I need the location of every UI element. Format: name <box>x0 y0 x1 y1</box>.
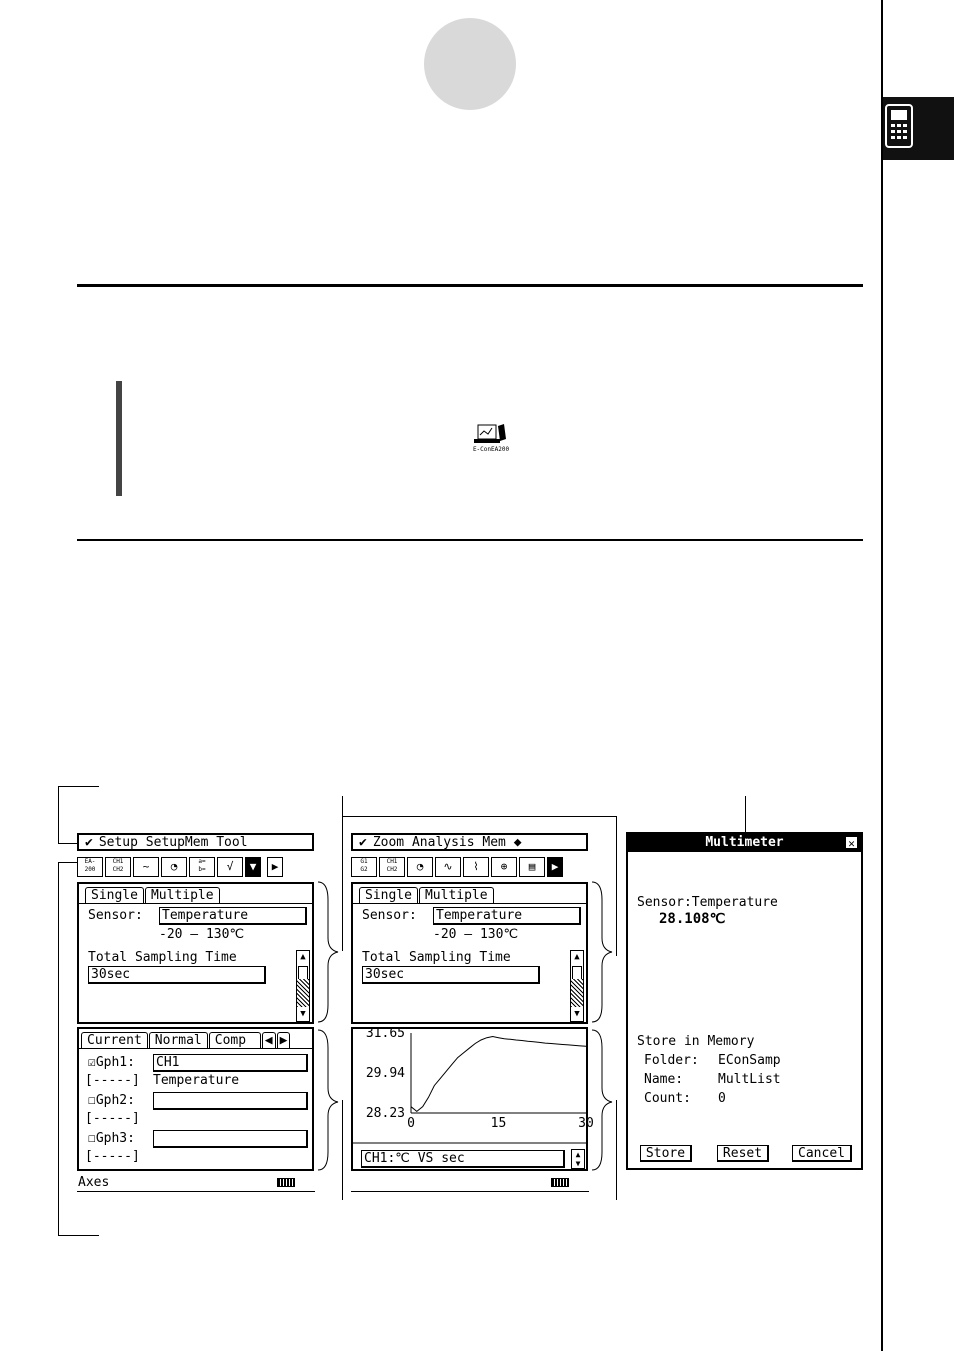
window-icon[interactable]: ▤ <box>519 857 545 877</box>
callout-line-dialog <box>745 796 746 832</box>
tab-single[interactable]: Single <box>359 887 418 904</box>
menu-logo-icon[interactable]: ✔ <box>359 835 367 850</box>
gph1-style[interactable]: [-----] <box>85 1073 140 1088</box>
scroll-up-icon[interactable]: ▲ <box>300 952 306 962</box>
gph3-style[interactable]: [-----] <box>85 1149 140 1164</box>
temperature-series-line <box>411 1037 586 1112</box>
gph2-checkbox[interactable]: ☐Gph2: <box>88 1093 135 1108</box>
gph2-field[interactable] <box>153 1092 308 1110</box>
channel-setup-icon[interactable]: CH1 CH2 <box>379 857 405 877</box>
variables-icon[interactable]: a= b= <box>189 857 215 877</box>
x-tick-label: 0 <box>407 1116 415 1131</box>
sensor-field[interactable]: Temperature <box>159 907 307 925</box>
menu-bar[interactable] <box>351 833 588 851</box>
sensor-label: Sensor: <box>362 908 417 923</box>
y-tick-label: 28.23 <box>365 1106 405 1121</box>
callout-line-1 <box>342 796 343 951</box>
gph1-sensor: Temperature <box>153 1073 240 1088</box>
sensor-label: Sensor: <box>88 908 143 923</box>
callout-line-5 <box>616 1100 617 1200</box>
scroll-right-icon[interactable]: ▶ <box>547 857 563 877</box>
sampling-panel <box>77 882 314 1024</box>
y-tick-label: 29.94 <box>365 1066 405 1081</box>
graph-settings-panel <box>77 1027 314 1171</box>
sensor-field[interactable]: Temperature <box>433 907 581 925</box>
status-bar-text: Axes <box>78 1175 110 1190</box>
battery-icon <box>277 1178 295 1187</box>
toolbar <box>77 857 283 877</box>
gph2-style[interactable]: [-----] <box>85 1111 140 1126</box>
name-value: MultList <box>718 1072 781 1087</box>
trace-icon[interactable]: ∿ <box>435 857 461 877</box>
calculator-icon <box>883 97 954 160</box>
gph1-label: Gph1: <box>95 1055 135 1070</box>
scrollbar[interactable] <box>296 950 310 1022</box>
x-tick-label: 15 <box>490 1116 507 1131</box>
folder-label: Folder: <box>644 1053 699 1068</box>
scroll-right-icon[interactable]: ▶ <box>267 857 283 877</box>
toolbar <box>351 857 563 877</box>
tab-current[interactable]: Current <box>81 1032 148 1049</box>
gph3-checkbox[interactable]: ☐Gph3: <box>88 1131 135 1146</box>
side-rule <box>881 0 883 1351</box>
sampling-panel <box>351 882 588 1024</box>
multimeter-dialog <box>626 832 863 1170</box>
gph3-field[interactable] <box>153 1130 308 1148</box>
scroll-down-icon[interactable]: ▼ <box>300 1009 306 1019</box>
sensor-readout-label: Sensor:Temperature <box>637 895 778 910</box>
scrollbar[interactable] <box>570 950 584 1022</box>
x-tick-label: 30 <box>578 1116 594 1131</box>
menu-items[interactable]: Zoom Analysis Mem ◆ <box>372 835 522 850</box>
sensor-range: -20 – 130℃ <box>433 927 519 942</box>
sensor-range: -20 – 130℃ <box>159 927 245 942</box>
chapter-tab <box>883 97 954 160</box>
channel-setup-icon[interactable]: CH1 CH2 <box>105 857 131 877</box>
tab-next-icon[interactable]: ▶ <box>277 1032 291 1049</box>
folder-value: EConSamp <box>718 1053 781 1068</box>
callout-line-3 <box>342 816 616 817</box>
scroll-down-icon[interactable]: ▼ <box>574 1009 580 1019</box>
more-down-icon[interactable]: ▼ <box>245 857 261 877</box>
calc-icon[interactable]: √ <box>217 857 243 877</box>
sampling-time-label: Total Sampling Time <box>88 950 237 965</box>
mode-tabs <box>85 887 221 904</box>
name-label: Name: <box>644 1072 684 1087</box>
zoom-icon[interactable]: ⊕ <box>491 857 517 877</box>
econ-graph-screen <box>351 833 594 1193</box>
gph1-checkbox[interactable]: ☑Gph1: <box>88 1055 135 1070</box>
meter-icon[interactable]: ◔ <box>407 857 433 877</box>
store-heading: Store in Memory <box>637 1034 755 1049</box>
dialog-title: Multimeter <box>628 834 861 852</box>
note-bar <box>116 381 122 496</box>
menu-logo-icon[interactable]: ✔ <box>85 835 93 850</box>
meter-icon[interactable]: ◔ <box>161 857 187 877</box>
tab-multiple[interactable]: Multiple <box>145 887 220 904</box>
tab-normal[interactable]: Normal <box>149 1032 208 1049</box>
scroll-up-icon[interactable]: ▲ <box>574 952 580 962</box>
section-rule-top <box>77 284 863 287</box>
graph-tabs <box>81 1032 291 1049</box>
sampling-time-field[interactable]: 30sec <box>362 966 540 984</box>
graph-icon[interactable]: ~ <box>133 857 159 877</box>
econ-setup-screen <box>77 833 315 1193</box>
mode-tabs <box>359 887 495 904</box>
tab-prev-icon[interactable]: ◀ <box>262 1032 276 1049</box>
y-tick-label: 31.65 <box>365 1026 405 1041</box>
section-rule-bottom <box>77 539 863 541</box>
brace-icon-right <box>590 880 616 1180</box>
reset-button[interactable]: Reset <box>717 1145 769 1162</box>
count-value: 0 <box>718 1091 726 1106</box>
close-icon[interactable]: ✕ <box>845 836 858 849</box>
chapter-circle <box>424 18 516 110</box>
app-icon-label: E-ConEA200 <box>472 446 510 453</box>
battery-icon <box>551 1178 569 1187</box>
count-label: Count: <box>644 1091 691 1106</box>
sampling-time-field[interactable]: 30sec <box>88 966 266 984</box>
temperature-graph[interactable] <box>353 1026 594 1147</box>
store-button[interactable]: Store <box>640 1145 692 1162</box>
cancel-button[interactable]: Cancel <box>792 1145 852 1162</box>
ea200-setup-icon[interactable]: EA- 200 <box>77 857 103 877</box>
wave-icon[interactable]: ⌇ <box>463 857 489 877</box>
callout-line-4 <box>616 816 617 956</box>
gph1-field[interactable]: CH1 <box>153 1054 308 1072</box>
brace-icon-left <box>316 880 342 1180</box>
gph3-label: Gph3: <box>95 1131 135 1146</box>
menu-items[interactable]: Setup SetupMem Tool <box>98 835 248 850</box>
gph2-label: Gph2: <box>95 1093 135 1108</box>
graph-select-icon[interactable]: G1 G2 <box>351 857 377 877</box>
graph-panel <box>351 1026 594 1171</box>
menu-bar[interactable] <box>77 833 314 851</box>
tab-multiple[interactable]: Multiple <box>419 887 494 904</box>
tab-comp[interactable]: Comp <box>209 1032 261 1049</box>
callout-line-2 <box>342 1100 343 1200</box>
sampling-time-label: Total Sampling Time <box>362 950 511 965</box>
graph-updown-icon[interactable]: ▲ ▼ <box>571 1149 585 1169</box>
sensor-reading: 28.108℃ <box>659 911 726 927</box>
graph-caption[interactable]: CH1:℃ VS sec <box>361 1150 565 1168</box>
tab-single[interactable]: Single <box>85 887 144 904</box>
